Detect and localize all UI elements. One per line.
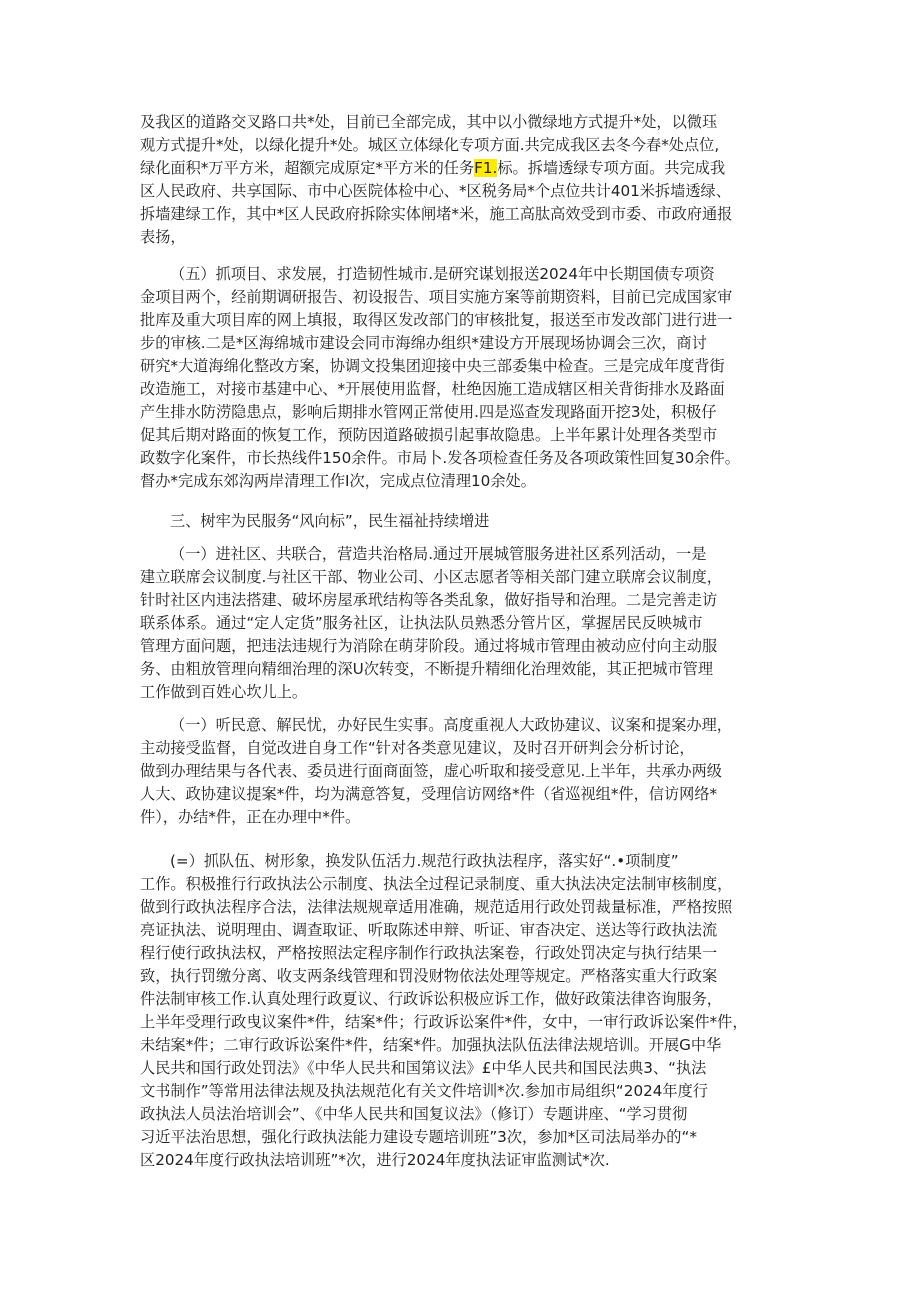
text-line: 做到行政执法程序合法，法律法规规章适用准确，规范适用行政处罚裁量标准，严格按照 [140,898,733,916]
heading-text: 三、树牢为民服务“风向标”，民生福祉持续增进 [170,512,490,530]
text-line: 人民共和国行政处罚法》《中华人民共和国第议法》£中华人民共和国民法典3、“执法 [140,1059,707,1077]
text-line: 未结案*件；二审行政诉讼案件*件，结案*件。加强执法队伍法律法规培训。开展G中华 [140,1036,722,1054]
text-line: 件），办结*件，正在办理中*件。 [140,808,361,826]
text-line: 致，执行罚缴分离、收支两条线管理和罚没财物依法处理等规定。严格落实重大行政案 [140,967,718,985]
text-line: 习近平法治思想，强化行政执法能力建设专题培训班”3次，参加*区司法局举办的“* [140,1128,697,1146]
section-heading [140,510,800,533]
text-line: 观方式提升*处，以绿化提升*处。城区立体绿化专项方面.共完成我区去冬今春*处点位, [140,136,720,154]
text-line: （一）听民意、解民忧，办好民生实事。高度重视人大政协建议、议案和提案办理， [170,716,732,734]
text-line: 产生排水防涝隐患点，影响后期排水管网正常使用.四是巡查发现路面开挖3处，积极仔 [140,403,717,421]
text-line: 工作。积极推行行政执法公示制度、执法全过程记录制度、重大执法决定法制审核制度， [140,875,733,893]
text-segment: 绿化面积*万平方米，超额完成原定*平方米的任务 [140,159,475,177]
text-line: (=）抓队伍、树形象，换发队伍活力.规范行政执法程序，落实好“.•项制度” [170,852,679,870]
paragraph-public-opinion [140,714,800,829]
text-line: 亮证执法、说明理由、调查取证、听取陈述申辩、听证、审杳决定、送达等行政执法流 [140,921,718,939]
text-line: 金项目两个，经前期调研报告、初设报告、项目实施方案等前期资料，目前已完成国家审 [140,288,733,306]
text-line: 管理方面问题，把违法违规行为消除在萌芽阶段。通过将城市管理由被动应付向主动服 [140,637,718,655]
text-line: 及我区的道路交叉路口共*处，目前已全部完成，其中以小微绿地方式提升*处，以微珏 [140,113,718,131]
text-line: （一）进社区、共联合，营造共治格局.通过开展城管服务进社区系列活动，一是 [170,545,707,563]
text-line: 务、由粗放管理向精细治理的深U次转变，不断提升精细化治理效能，其正把城市管理 [140,660,714,678]
text-line: 督办*完成东郊沟两岸清理工作I次，完成点位清理10余处。 [140,472,536,490]
text-line: （五）抓项目、求发展，打造韧性城市.是研究谋划报送2024年中长期国债专项资 [170,265,715,283]
highlighted-text: F1. [474,159,498,177]
text-line: 程行使行政执法权，严格按照法定程序制作行政执法案卷，行政处罚决定与执行结果一 [140,944,718,962]
text-line: 区人民政府、共享国际、市中心医院体检中心、*区税务局*个点位共计401米拆墙透绿、 [140,182,731,200]
text-line: 拆墙建绿工作，其中*区人民政府拆除实体闸堵*米，施工高肽高效受到市委、市政府通报 [140,205,733,223]
text-line: 政执法人员法治培训会”、《中华人民共和国复议法》（修订）专题讲座、“学习贯彻 [140,1105,688,1123]
text-line: 促其后期对路面的恢复工作，预防因道路破损引起事故隐患。上半年累计处理各类型市 [140,426,718,444]
text-line: 针时社区内违法搭建、破坏房屋承玳结构等各类乱象，做好指导和治理。二是完善走访 [140,591,718,609]
paragraph-green-upgrade [140,111,800,249]
text-line: 做到办理结果与各代表、委员进行面商面签，虚心听取和接受意见.上半年，共承办两级 [140,762,722,780]
text-line: 区2024年度行政执法培训班”*次，进行2024年度执法证审监测试*次. [140,1151,610,1169]
paragraph-resilient-city [140,263,800,493]
text-line: 人大、政协建议提案*件，均为满意答复，受理信访网络*件（省巡视组*件，信访网络* [140,785,718,803]
text-line: 上半年受理行政曳议案件*件，结案*件；行政诉讼案件*件，女中，一审行政诉讼案件*件， [140,1013,748,1031]
text-line: 文书制作”等常用法律法规及执法规范化有关文件培训*次.参加市局组织“2024年度行 [140,1082,708,1100]
text-line: 政数字化案件，市长热线件150余件。市局卜.发各项检查任务及各项政策性回复30余件。 [140,449,740,467]
text-line: 建立联席会议制度.与社区干部、物业公司、小区志愿者等相关部门建立联席会议制度， [140,568,722,586]
text-segment: 标。拆墙透绿专项方面。共完成我 [497,159,726,177]
text-line: 批库及重大项目库的网上填报，取得区发改部门的审核批复，报送至市发改部门进行进一 [140,311,733,329]
text-line: 步的审核.二是*区海绵城市建设会同市海绵办组织*建设方开展现场协调会三次，商讨 [140,334,707,352]
paragraph-community [140,543,800,704]
paragraph-team-building [140,850,800,1172]
text-line: 主动接受监督，自觉改进自身工作“针对各类意见建议，及时召开研判会分析讨论， [140,739,695,757]
text-line: 表扬， [140,228,186,246]
text-line: 研究*大道海绵化整改方案，协调文投集团迎接中央三部委集中检查。三是完成年度背街 [140,357,725,375]
text-line: 联系体系。通过“定人定货”服务社区，让执法队员熟悉分管片区，掌握居民反映城市 [140,614,703,632]
text-line: 件法制审核工作.认真处理行政夏议、行政诉讼积极应诉工作，做好政策法律咨询服务， [140,990,722,1008]
text-line [140,157,800,180]
text-line: 工作做到百姓心坎儿上。 [140,683,308,701]
text-line: 改造施工，对接市基建中心、*开展使用监督，杜绝因施工造成辖区相关背街排水及路面 [140,380,725,398]
